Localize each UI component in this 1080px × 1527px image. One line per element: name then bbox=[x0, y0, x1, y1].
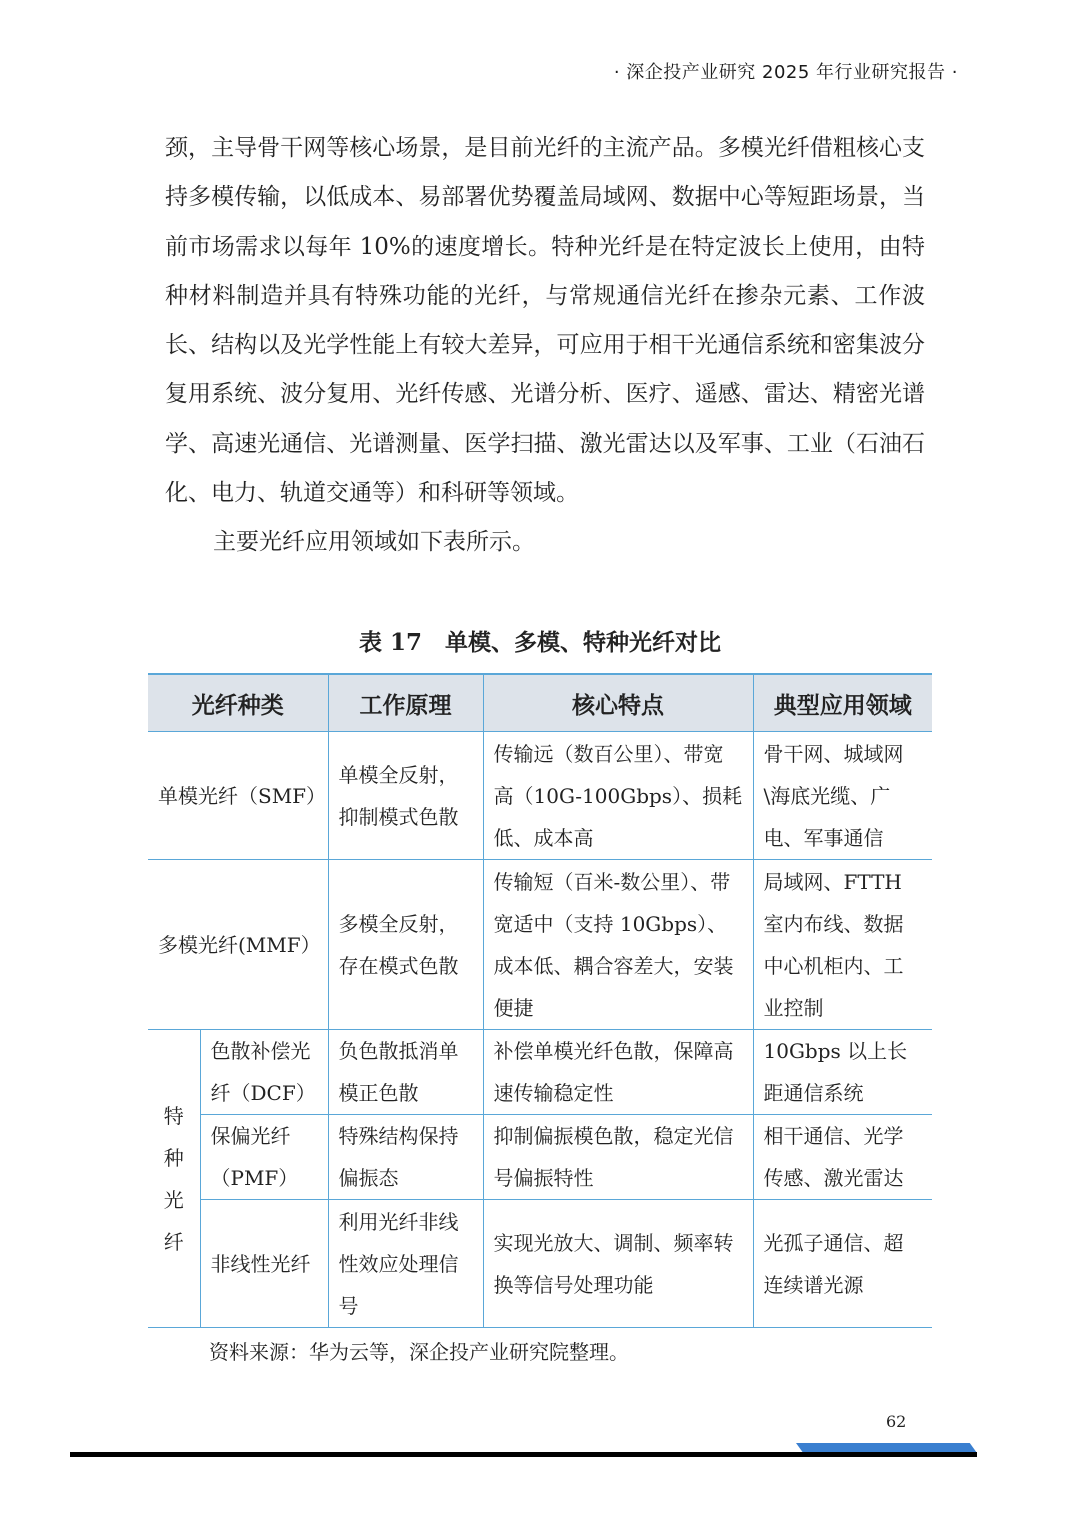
table-row bbox=[148, 860, 932, 1030]
principle-cell: 利用光纤非线性效应处理信号 bbox=[328, 1200, 483, 1328]
table-row bbox=[148, 1200, 932, 1328]
principle-cell: 特殊结构保持偏振态 bbox=[328, 1115, 483, 1200]
table-row bbox=[148, 1030, 932, 1115]
source-note: 资料来源：华为云等，深企投产业研究院整理。 bbox=[209, 1340, 629, 1364]
principle-cell: 负色散抵消单模正色散 bbox=[328, 1030, 483, 1115]
paragraph: 颈，主导骨干网等核心场景，是目前光纤的主流产品。多模光纤借粗核心支持多模传输，以低成本、易部署优势覆盖局域网、数据中心等短距场景，当前市场需求以每年 10%的速度增长。特种光纤是在特定波长上使用，由特种材料制造并具有特殊功能的光纤，与常规通信光纤在掺杂元素、工作波长、结构以及光学性能上有较大差异，可应用于相干光通信系统和密集波分复用系统、波分复用、光纤传感、光谱分析、医疗、遥感、雷达、精密光谱学、高速光通信、光谱测量、医学扫描、激光雷达以及军事、工业（石油石化、电力、轨道交通等）和科研等领域。 bbox=[165, 135, 925, 507]
features-cell: 传输远（数百公里）、带宽高（10G-100Gbps）、损耗低、成本高 bbox=[483, 732, 753, 860]
features-cell: 补偿单模光纤色散，保障高速传输稳定性 bbox=[483, 1030, 753, 1115]
table-row bbox=[148, 732, 932, 860]
table-header-row bbox=[148, 674, 932, 732]
principle-cell: 多模全反射，存在模式色散 bbox=[328, 860, 483, 1030]
table-row bbox=[148, 1115, 932, 1200]
special-group-cell bbox=[148, 1030, 200, 1328]
footer-rule bbox=[70, 1452, 977, 1457]
column-header: 典型应用领域 bbox=[753, 674, 932, 732]
comparison-table bbox=[148, 673, 932, 1328]
fiber-type-cell: 单模光纤（SMF） bbox=[148, 732, 328, 860]
column-header: 工作原理 bbox=[328, 674, 483, 732]
page-number: 62 bbox=[886, 1412, 907, 1431]
fiber-type-cell: 多模光纤(MMF） bbox=[148, 860, 328, 1030]
applications-cell: 10Gbps 以上长距通信系统 bbox=[753, 1030, 932, 1115]
fiber-type-cell: 色散补偿光纤（DCF） bbox=[200, 1030, 328, 1115]
fiber-type-cell: 非线性光纤 bbox=[200, 1200, 328, 1328]
features-cell: 实现光放大、调制、频率转换等信号处理功能 bbox=[483, 1200, 753, 1328]
applications-cell: 局域网、FTTH 室内布线、数据中心机柜内、工业控制 bbox=[753, 860, 932, 1030]
body-text bbox=[165, 124, 925, 568]
features-cell: 抑制偏振模色散，稳定光信号偏振特性 bbox=[483, 1115, 753, 1200]
applications-cell: 相干通信、光学传感、激光雷达 bbox=[753, 1115, 932, 1200]
column-header: 核心特点 bbox=[483, 674, 753, 732]
applications-cell: 骨干网、城域网\海底光缆、广电、军事通信 bbox=[753, 732, 932, 860]
table-caption: 表 17 单模、多模、特种光纤对比 bbox=[358, 629, 721, 656]
principle-cell: 单模全反射，抑制模式色散 bbox=[328, 732, 483, 860]
fiber-type-cell: 保偏光纤（PMF） bbox=[200, 1115, 328, 1200]
column-header: 光纤种类 bbox=[148, 674, 328, 732]
paragraph: 主要光纤应用领域如下表所示。 bbox=[213, 529, 535, 556]
running-header: · 深企投产业研究 2025 年行业研究报告 · bbox=[613, 62, 958, 83]
features-cell: 传输短（百米-数公里）、带宽适中（支持 10Gbps）、成本低、耦合容差大，安装便捷 bbox=[483, 860, 753, 1030]
special-group-label: 特 种 光 纤 bbox=[163, 1103, 184, 1254]
applications-cell: 光孤子通信、超连续谱光源 bbox=[753, 1200, 932, 1328]
